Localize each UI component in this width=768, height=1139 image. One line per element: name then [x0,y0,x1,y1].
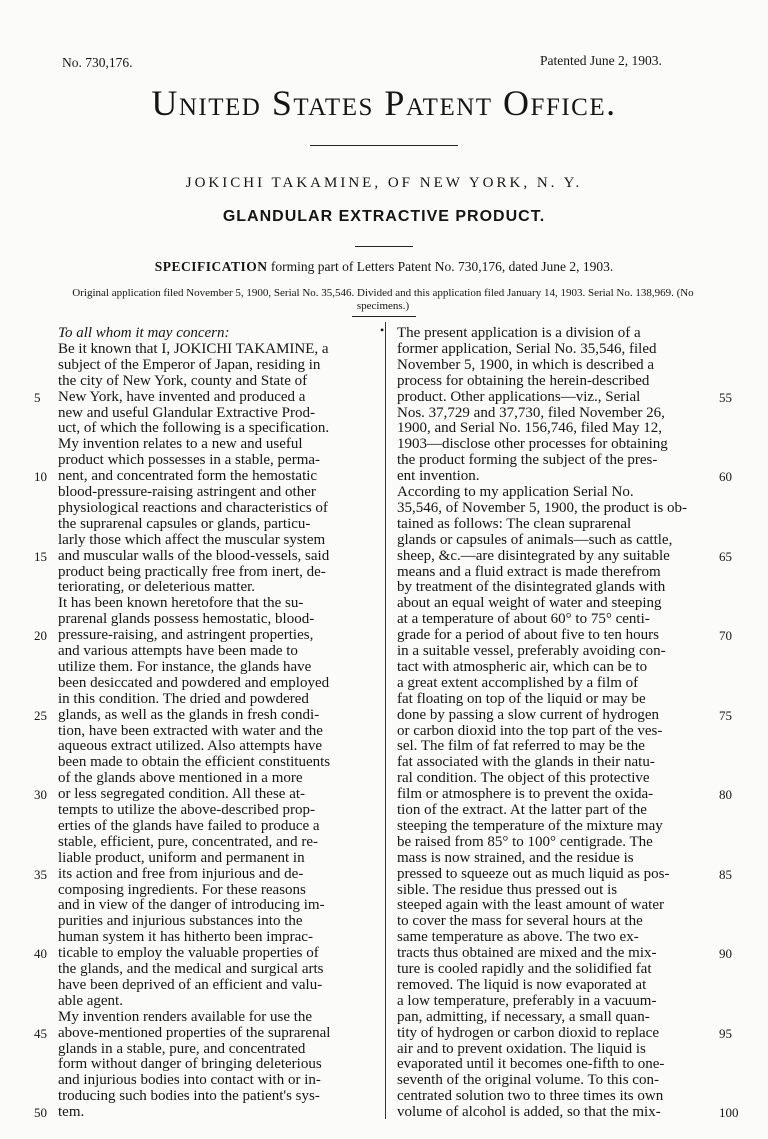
text-line: steeped again with the least amount of water [397,897,664,914]
text-line: been made to obtain the efficient constituents [58,754,331,771]
text-line: at a temperature of about 60° to 75° centi- [397,611,650,628]
text-line: tracts thus obtained are mixed and the mix- [397,945,657,962]
text-line: air and to prevent oxidation. The liquid is [397,1040,646,1057]
text-line: product which possesses in a stable, perma- [58,452,321,469]
text-line: steeping the temperature of the mixture may [397,817,663,834]
text-line: a great extent accomplished by a film of [397,674,639,691]
text-line: of the glands above mentioned in a more [58,770,303,787]
text-line: tion, have been extracted with water and the [58,722,323,739]
text-line: sel. The film of fat referred to may be the [397,738,645,755]
text-line: same temperature as above. The two ex- [397,929,639,946]
line-number: 100 [719,1105,739,1121]
text-line: Nos. 37,729 and 37,730, filed November 26, [397,404,665,421]
column-divider [385,322,386,1119]
line-number: 5 [34,389,41,405]
text-line: glands, as well as the glands in fresh condi- [58,706,320,723]
text-line: removed. The liquid is now evaporated at [397,976,647,993]
text-line: form without danger of bringing deleterious [58,1056,322,1073]
specification-line [0,259,768,275]
line-number: 50 [34,1105,47,1121]
text-line: grade for a period of about five to ten hours [397,627,659,644]
text-line: prarenal glands possess hemostatic, blood- [58,611,315,628]
text-line: able agent. [58,992,123,1009]
text-line: The present application is a division of a [397,325,641,341]
line-number: 10 [34,469,47,485]
text-line: pressed to squeeze out as much liquid as pos- [397,865,670,882]
text-line: ent invention. [397,468,480,485]
text-line: fat floating on top of the liquid or may be [397,690,646,707]
text-line: product. Other applications—viz., Serial [397,388,641,405]
text-line: To all whom it may concern: [58,325,230,341]
text-line: My invention relates to a new and useful [58,436,303,453]
text-line: pressure-raising, and astringent properties, [58,627,314,644]
line-number: 40 [34,946,47,962]
text-line: the product forming the subject of the pres- [397,452,658,469]
line-number: 60 [719,469,732,485]
column-marker: • [380,323,385,337]
text-line: It has been known heretofore that the su- [58,595,304,612]
text-line: liable product, uniform and permanent in [58,849,305,866]
text-line: tact with atmospheric air, which can be to [397,658,648,675]
text-line: and muscular walls of the blood-vessels, said [58,547,330,564]
text-line: the glands, and the medical and surgical arts [58,961,324,977]
specification-text: forming part of Letters Patent No. 730,176, dated June 2, 1903. [267,259,614,274]
text-line: fat associated with the glands in their natu- [397,754,655,771]
line-number: 45 [34,1025,47,1041]
line-number: 90 [719,946,732,962]
text-line: tempts to utilize the above-described prop- [58,802,315,818]
line-number: 70 [719,628,732,644]
text-line: been desiccated and powdered and employed [58,674,330,691]
line-number: 75 [719,707,732,723]
text-line: ture is cooled rapidly and the solidified fat [397,961,652,977]
text-line: aqueous extract utilized. Also attempts have [58,738,323,755]
line-number: 55 [719,389,732,405]
text-line: means and a fluid extract is made therefrom [397,563,661,580]
text-line: New York, have invented and produced a [58,388,306,405]
text-line: the suprarenal capsules or glands, particu- [58,515,311,532]
text-line: tity of hydrogen or carbon dioxid to replace [397,1024,660,1041]
title-rule [355,246,413,247]
text-line: to cover the mass for several hours at the [397,913,643,930]
text-line: Be it known that I, JOKICHI TAKAMINE, a [58,340,329,357]
text-line: nent, and concentrated form the hemostatic [58,468,318,485]
line-number: 20 [34,628,47,644]
text-line: ticable to employ the valuable properties of [58,945,319,962]
text-line: tained as follows: The clean suprarenal [397,515,632,532]
text-line: and in view of the danger of introducing im- [58,897,325,914]
text-line: seventh of the original volume. To this con- [397,1072,659,1089]
product-title: GLANDULAR EXTRACTIVE PRODUCT. [222,208,546,225]
line-number: 35 [34,866,47,882]
specification-prefix: SPECIFICATION [154,259,268,274]
text-line: mass is now strained, and the residue is [397,849,634,866]
line-number: 65 [719,548,732,564]
text-line: tion of the extract. At the latter part of the [397,802,647,818]
text-line: about an equal weight of water and steeping [397,595,662,612]
text-line: human system it has hitherto been imprac- [58,929,313,946]
text-line: tem. [58,1104,85,1121]
text-line: utilize them. For instance, the glands have [58,658,312,675]
patent-number: No. 730,176. [62,55,133,70]
text-line: pan, admitting, if necessary, a small quan- [397,1008,650,1025]
text-line: and various attempts have been made to [58,643,298,659]
text-line: the city of New York, county and State of [58,372,308,389]
text-line: composing ingredients. For these reasons [58,881,306,898]
text-line: glands in a stable, pure, and concentrated [58,1040,306,1057]
text-line: by treatment of the disintegrated glands with [397,579,666,596]
text-line: uct, of which the following is a specification. [58,420,330,437]
office-title: United States Patent Office. [151,83,617,123]
line-number: 15 [34,548,47,564]
text-line: purities and injurious substances into the [58,913,303,930]
text-line: in a suitable vessel, preferably avoiding con- [397,643,666,659]
text-line: above-mentioned properties of the suprarenal [58,1024,331,1041]
text-line: troducing such bodies into the patient's sys- [58,1088,320,1105]
text-line: sible. The residue thus pressed out is [397,881,618,898]
text-line: ral condition. The object of this protective [397,770,650,787]
text-line: done by passing a slow current of hydrogen [397,706,660,723]
text-line: process for obtaining the herein-described [397,372,650,389]
text-line: a low temperature, preferably in a vacuum- [397,992,657,1009]
line-number: 25 [34,707,47,723]
text-line: its action and free from injurious and de- [58,865,304,882]
text-line: product being practically free from inert, de- [58,563,326,580]
text-line: physiological reactions and characteristics of [58,499,328,516]
text-line: 1903—disclose other processes for obtaining [397,436,668,453]
text-line: sheep, &c.—are disintegrated by any suitable [397,547,670,564]
text-line: My invention renders available for use the [58,1008,313,1025]
line-number: 30 [34,787,47,803]
section-rule [352,316,416,317]
text-line: or less segregated condition. All these at- [58,786,306,803]
text-line: According to my application Serial No. [397,484,634,500]
application-note: Original application filed November 5, 1900, Serial No. 35,546. Divided and this application filed January 14, 1903. Serial No. 138,969. (No specimens.) [72,287,694,312]
text-line: 35,546, of November 5, 1900, the product is ob- [397,499,687,516]
text-line: or carbon dioxid into the top part of the ves- [397,722,663,739]
text-line: and injurious bodies into contact with or in- [58,1072,321,1089]
text-line: volume of alcohol is added, so that the mix- [397,1104,661,1121]
line-number: 80 [719,787,732,803]
text-line: new and useful Glandular Extractive Prod- [58,404,315,421]
text-line: blood-pressure-raising astringent and other [58,484,316,500]
line-number: 85 [719,866,732,882]
inventor-line: JOKICHI TAKAMINE, OF NEW YORK, N. Y. [185,175,583,191]
text-line: evaporated until it becomes one-fifth to one- [397,1056,665,1073]
text-line: former application, Serial No. 35,546, filed [397,340,657,357]
text-line: November 5, 1900, in which is described a [397,356,655,373]
text-line: stable, efficient, pure, concentrated, and re- [58,833,319,850]
text-line: teriorating, or deleterious matter. [58,579,256,596]
text-line: larly those which affect the muscular system [58,531,326,548]
text-line: glands or capsules of animals—such as cattle, [397,531,673,548]
text-line: in this condition. The dried and powdered [58,690,309,707]
text-line: film or atmosphere is to prevent the oxida- [397,786,654,803]
line-number: 95 [719,1025,732,1041]
text-line: have been deprived of an efficient and valu- [58,976,323,993]
text-line: subject of the Emperor of Japan, residing in [58,356,321,373]
text-line: centrated solution two to three times its own [397,1088,664,1105]
text-line: erties of the glands have failed to produce a [58,817,320,834]
text-line: be raised from 85° to 100° centigrade. The [397,833,653,850]
header-rule [310,145,458,146]
text-line: 1900, and Serial No. 156,746, filed May 12, [397,420,662,437]
patent-date: Patented June 2, 1903. [540,53,662,68]
